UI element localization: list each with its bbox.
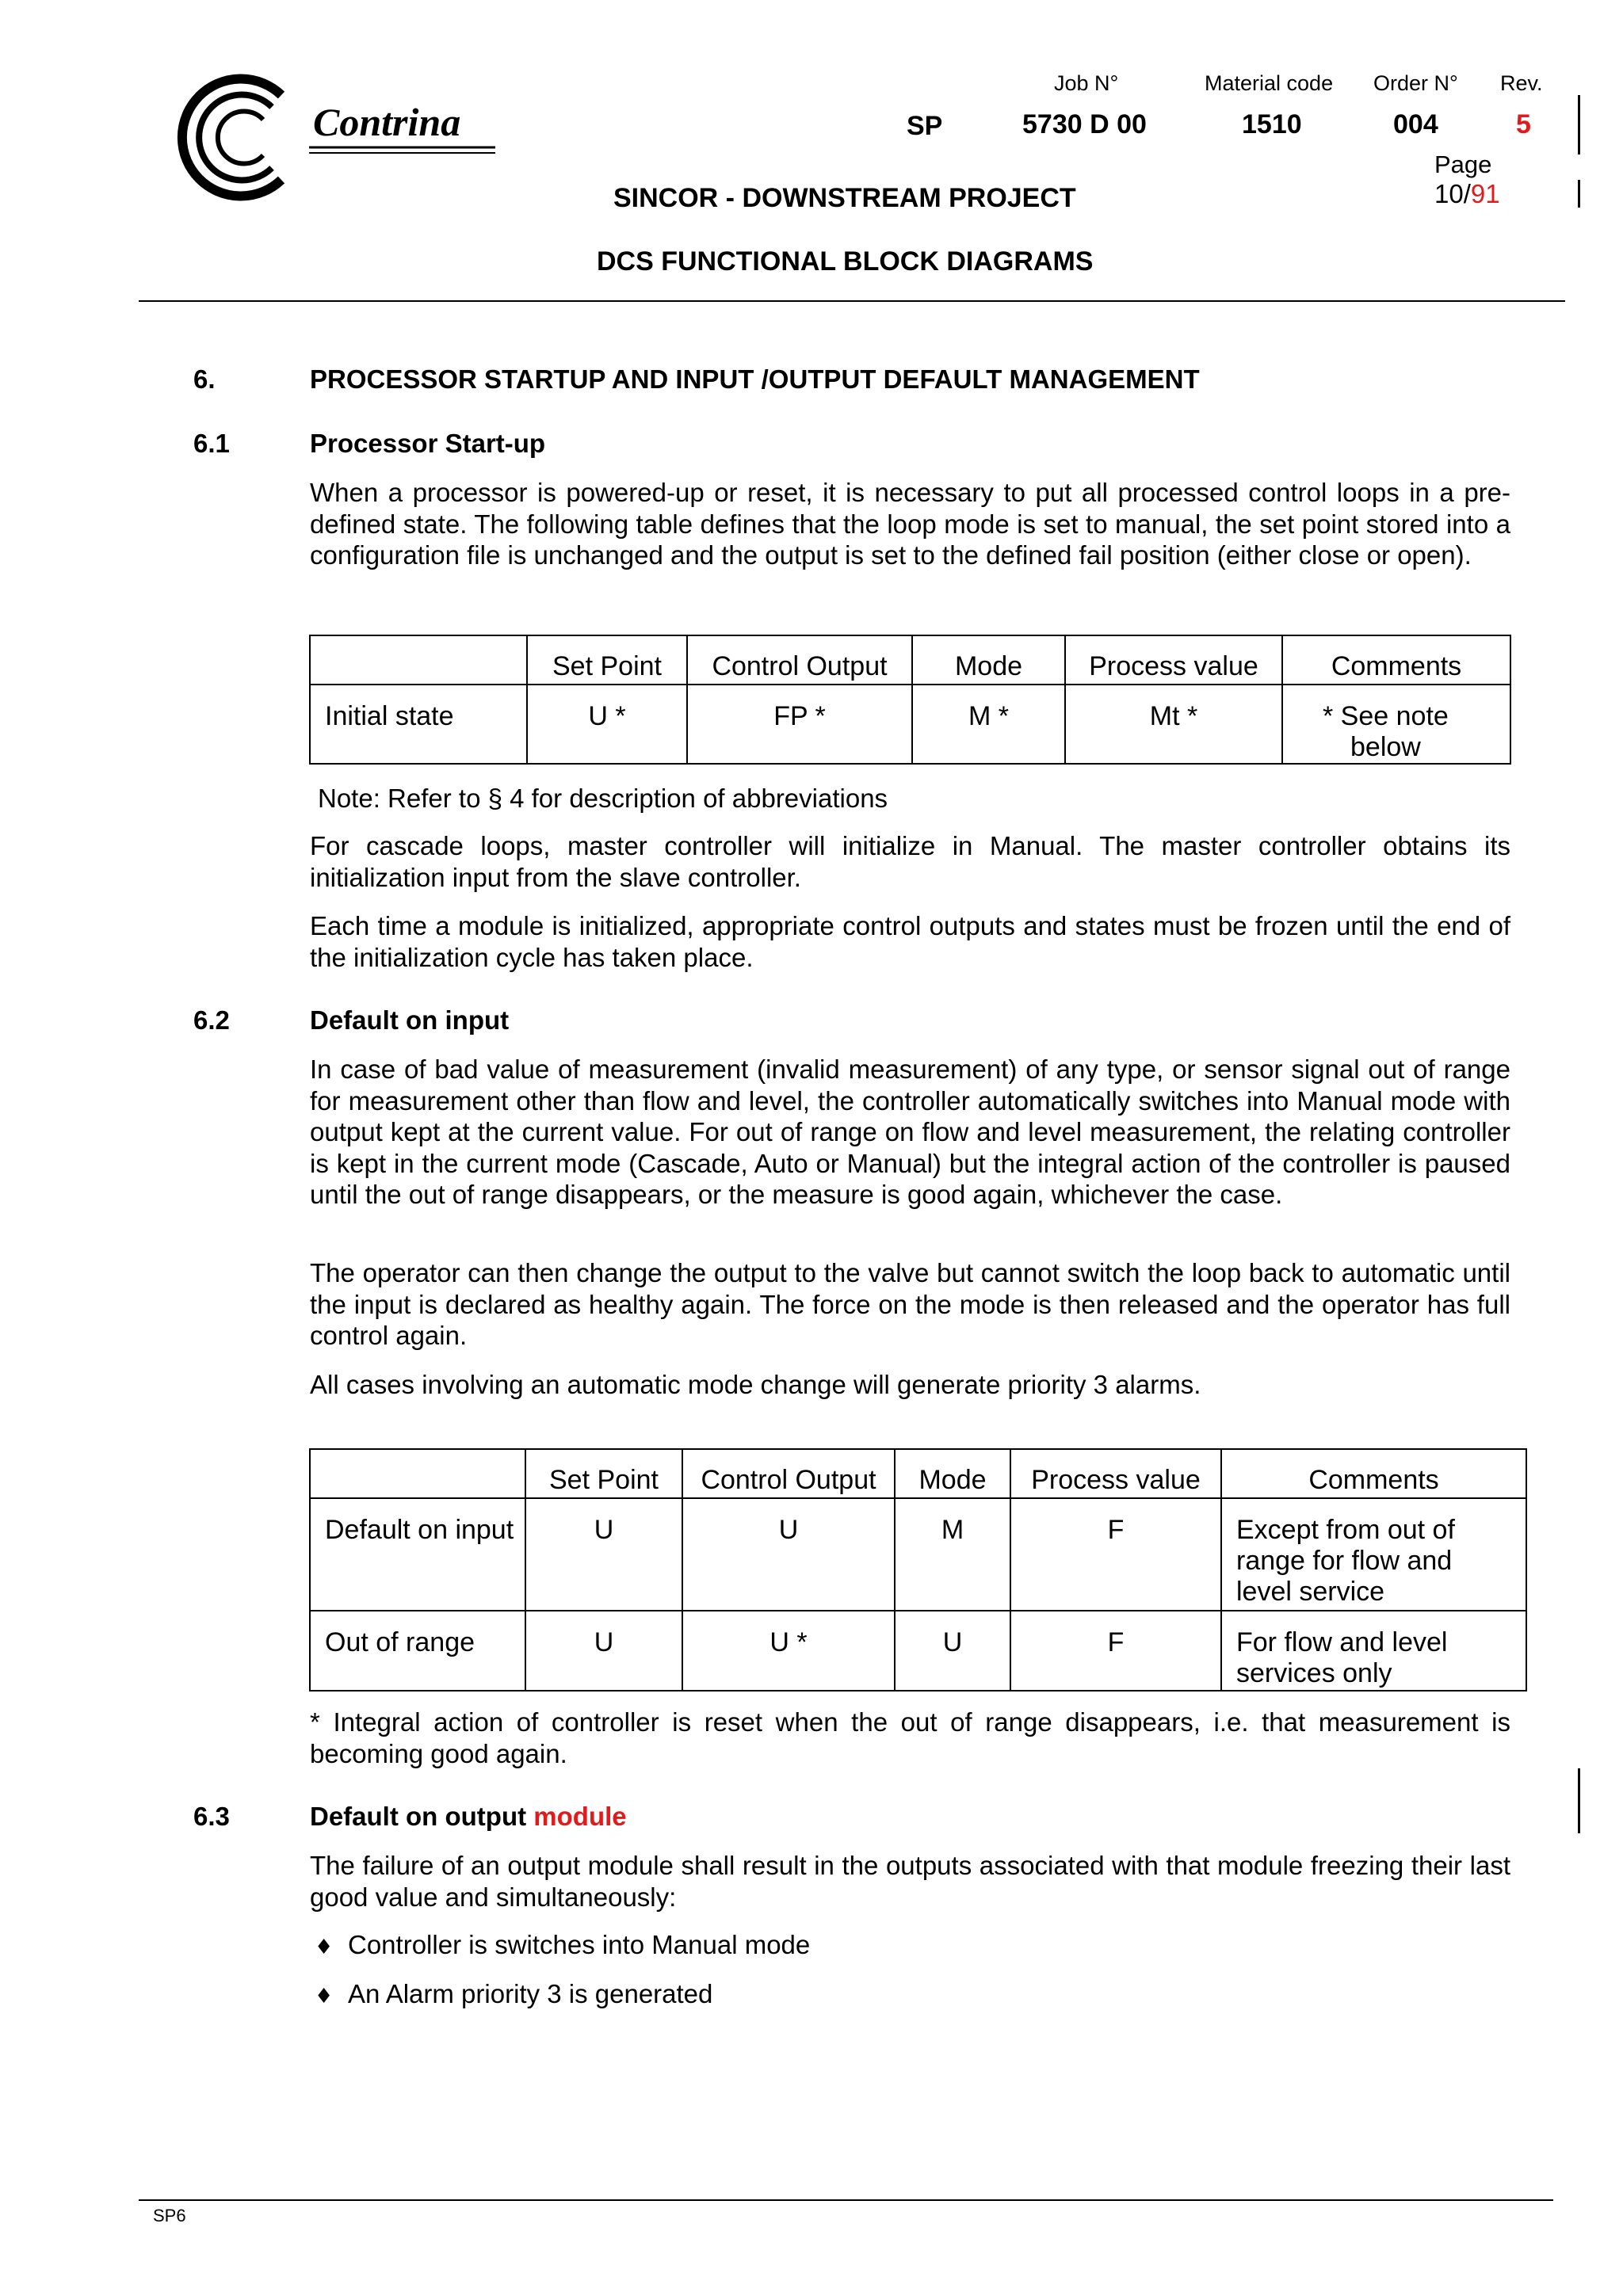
comment-line: * See note [1323, 701, 1449, 731]
page-label: Page [1434, 151, 1492, 178]
page-current: 10/ [1434, 179, 1471, 208]
comment-line: services only [1236, 1658, 1392, 1688]
bullet-list-item [315, 1930, 811, 1960]
table-header-row [310, 635, 1510, 685]
section-6-title: PROCESSOR STARTUP AND INPUT /OUTPUT DEFAULT MANAGEMENT [310, 364, 1200, 394]
footer-divider [139, 2199, 1553, 2201]
table-cell: F [1010, 1611, 1221, 1691]
startup-table [309, 635, 1511, 765]
table-header-cell: Comments [1221, 1449, 1526, 1498]
sp-code: SP [907, 111, 943, 141]
default-input-table [309, 1448, 1527, 1691]
job-no-label: Job N° [1054, 71, 1119, 95]
table-cell: U [682, 1498, 895, 1611]
table-header-cell: Mode [895, 1449, 1010, 1498]
header-divider [139, 300, 1565, 302]
diamond-bullet-icon: ♦ [315, 1936, 334, 1959]
section-6-3-title-highlight: module [533, 1802, 627, 1831]
table-cell: U [525, 1611, 682, 1691]
order-no-label: Order N° [1373, 71, 1458, 95]
table-row-label: Initial state [310, 685, 527, 764]
table-header-cell: Control Output [682, 1449, 895, 1498]
section-6-2-title: Default on input [310, 1005, 510, 1035]
comment-line: level service [1236, 1577, 1385, 1607]
bullet-text: Controller is switches into Manual mode [348, 1930, 811, 1959]
bullet-text: An Alarm priority 3 is generated [348, 1979, 713, 2008]
table-cell: M * [912, 685, 1065, 764]
table-header-cell: Set Point [525, 1449, 682, 1498]
section-6-1-paragraph-3: Each time a module is initialized, appropriate control outputs and states must be frozen until the end of the initialization cycle has taken place. [310, 911, 1510, 972]
section-6-3-paragraph-1: The failure of an output module shall result in the outputs associated with that module freezing their last good value and simultaneously: [310, 1851, 1510, 1912]
table-cell: Mt * [1065, 685, 1282, 764]
table-cell: U * [682, 1611, 895, 1691]
section-6-number: 6. [193, 364, 216, 394]
table-cell: U [525, 1498, 682, 1611]
revision-bar [1578, 1768, 1580, 1833]
logo-text: Contrina [313, 100, 461, 144]
table-header-cell: Process value [1065, 635, 1282, 685]
section-6-1-paragraph-1: When a processor is powered-up or reset, it is necessary to put all processed control loops in a pre-defined state. The following table defines that the loop mode is set to manual, the set point stored into a configuration file is unchanged and the output is set to the defined fail position (either close or open). [310, 478, 1510, 570]
comment-line: range for flow and [1236, 1546, 1453, 1576]
section-6-1-paragraph-2: For cascade loops, master controller will initialize in Manual. The master controller obtains its initialization input from the slave controller. [310, 831, 1510, 892]
diamond-bullet-icon: ♦ [315, 1985, 334, 2008]
table-header-row [310, 1449, 1526, 1498]
table-row-label: Default on input [310, 1498, 525, 1611]
abbreviations-note: Note: Refer to § 4 for description of abbreviations [318, 784, 888, 813]
table-header-cell [310, 1449, 525, 1498]
page-number [1434, 179, 1500, 209]
table-header-cell [310, 635, 527, 685]
revision-bar [1578, 95, 1580, 154]
comment-line: Except from out of [1236, 1515, 1455, 1545]
section-6-2-number: 6.2 [193, 1005, 230, 1035]
bullet-list-item [315, 1979, 713, 2009]
table-cell: U * [527, 685, 687, 764]
table-footnote: * Integral action of controller is reset when the out of range disappears, i.e. that measurement is becoming good again. [310, 1707, 1510, 1768]
order-no-value: 004 [1393, 109, 1438, 139]
material-code-label: Material code [1205, 71, 1334, 95]
table-cell-comments [1221, 1611, 1526, 1691]
material-code-value: 1510 [1242, 109, 1302, 139]
section-6-2-paragraph-3: All cases involving an automatic mode change will generate priority 3 alarms. [310, 1370, 1201, 1399]
table-cell-comments [1282, 685, 1510, 764]
section-6-2-paragraph-2: The operator can then change the output to the valve but cannot switch the loop back to automatic until the input is declared as healthy again. The force on the mode is then released and the operator has full control again. [310, 1258, 1510, 1350]
section-6-1-title: Processor Start-up [310, 429, 546, 458]
footer-code: SP6 [153, 2206, 186, 2225]
revision-bar [1578, 180, 1580, 208]
job-no-value: 5730 D 00 [1022, 109, 1147, 139]
table-cell: FP * [687, 685, 912, 764]
section-6-1-number: 6.1 [193, 429, 230, 458]
section-6-3-number: 6.3 [193, 1802, 230, 1831]
comment-line: below [1350, 732, 1421, 762]
page-total: 91 [1470, 179, 1500, 208]
table-cell: M [895, 1498, 1010, 1611]
company-logo [162, 67, 503, 206]
table-cell: U [895, 1611, 1010, 1691]
section-6-2-paragraph-1: In case of bad value of measurement (invalid measurement) of any type, or sensor signal out of range for measurement other than flow and level, the controller automatically switches into Manual mode with output kept at the current value. For out of range on flow and level measurement, the relating controller is kept in the current mode (Cascade, Auto or Manual) but the integral action of the controller is paused until the out of range disappears, or the measure is good again, whichever the case. [310, 1055, 1510, 1209]
rev-value: 5 [1516, 109, 1531, 139]
table-header-cell: Set Point [527, 635, 687, 685]
table-row [310, 1611, 1526, 1691]
comment-line: For flow and level [1236, 1627, 1448, 1657]
rev-label: Rev. [1500, 71, 1543, 95]
table-cell: F [1010, 1498, 1221, 1611]
table-header-cell: Comments [1282, 635, 1510, 685]
section-6-3-title [310, 1802, 627, 1832]
table-header-cell: Control Output [687, 635, 912, 685]
table-header-cell: Process value [1010, 1449, 1221, 1498]
table-row-label: Out of range [310, 1611, 525, 1691]
table-row [310, 1498, 1526, 1611]
project-title: SINCOR - DOWNSTREAM PROJECT [613, 183, 1076, 213]
section-6-3-title-main: Default on output [310, 1802, 527, 1831]
table-header-cell: Mode [912, 635, 1065, 685]
document-title: DCS FUNCTIONAL BLOCK DIAGRAMS [597, 246, 1094, 277]
table-cell-comments [1221, 1498, 1526, 1611]
table-row [310, 685, 1510, 764]
